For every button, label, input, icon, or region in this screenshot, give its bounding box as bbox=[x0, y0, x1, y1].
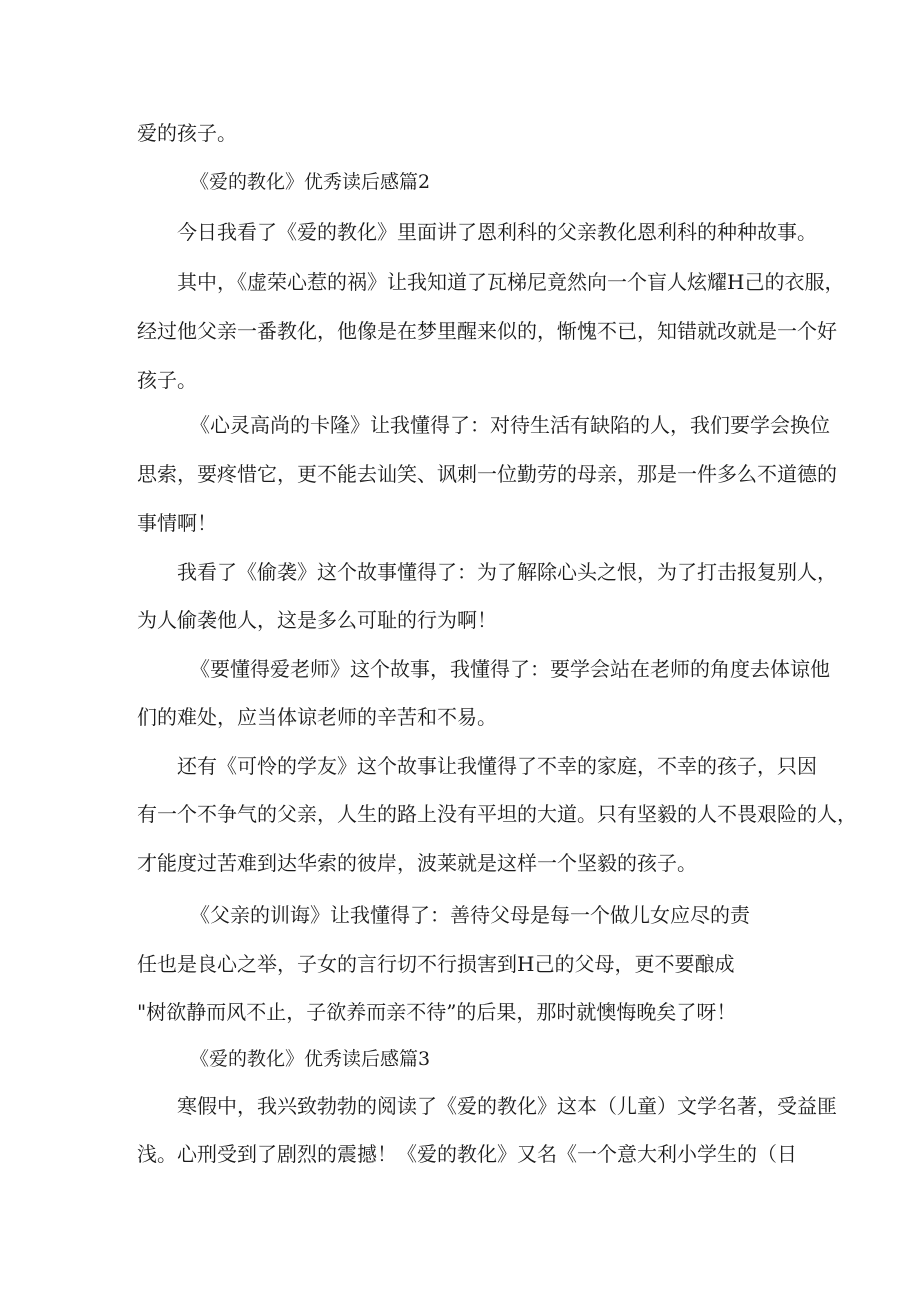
text-line: 事情啊！ bbox=[137, 511, 217, 535]
text-line: 任也是良心之举，子女的言行切不行损害到H己的父母，更不要酿成 bbox=[137, 952, 735, 976]
text-line: 《心灵高尚的卡隆》让我懂得了：对待生活有缺陷的人，我们要学会换位 bbox=[190, 413, 830, 437]
text-line: 《要懂得爱老师》这个故事，我懂得了：要学会站在老师的角度去体谅他 bbox=[190, 657, 830, 681]
text-line: 们的难处，应当体谅老师的辛苦和不易。 bbox=[137, 705, 497, 729]
text-line: 还有《可怜的学友》这个故事让我懂得了不幸的家庭，不幸的孩子，只因 bbox=[177, 754, 817, 778]
text-line: 浅。心刑受到了剧烈的震撼！《爱的教化》又名《一个意大利小学生的（日 bbox=[137, 1142, 797, 1166]
text-line: 才能度过苦难到达华索的彼岸，波莱就是这样一个坚毅的孩子。 bbox=[137, 851, 697, 875]
section-heading: 《爱的教化》优秀读后感篇2 bbox=[190, 171, 431, 193]
text-line: 思索，要疼惜它，更不能去讪笑、讽刺一位勤劳的母亲，那是一件多么不道德的 bbox=[137, 462, 837, 486]
text-line: 《父亲的训诲》让我懂得了：善待父母是每一个做儿女应尽的责 bbox=[190, 903, 750, 927]
text-line: 我看了《偷袭》这个故事懂得了：为了解除心头之恨，为了打击报复别人， bbox=[177, 560, 837, 584]
text-line: 今日我看了《爱的教化》里面讲了恩利科的父亲教化恩利科的种种故事。 bbox=[177, 220, 817, 244]
section-heading: 《爱的教化》优秀读后感篇3 bbox=[190, 1048, 431, 1070]
text-line: 其中，《虚荣心惹的祸》让我知道了瓦梯尼竟然向一个盲人炫耀H己的衣服， bbox=[177, 270, 845, 294]
text-line: 经过他父亲一番教化，他像是在梦里醒来似的，惭愧不已，知错就改就是一个好 bbox=[137, 319, 837, 343]
text-line: 寒假中，我兴致勃勃的阅读了《爱的教化》这本（儿童）文学名著，受益匪 bbox=[177, 1094, 837, 1118]
text-line: 爱的孩子。 bbox=[137, 121, 237, 145]
text-line: 孩子。 bbox=[137, 368, 197, 392]
text-line: 有一个不争气的父亲，人生的路上没有平坦的大道。只有坚毅的人不畏艰险的人， bbox=[137, 802, 857, 826]
text-line: 为人偷袭他人，这是多么可耻的行为啊！ bbox=[137, 608, 497, 632]
text-line: "树欲静而风不止，子欲养而亲不待”的后果，那时就懊悔晚矣了呀！ bbox=[137, 1000, 737, 1024]
